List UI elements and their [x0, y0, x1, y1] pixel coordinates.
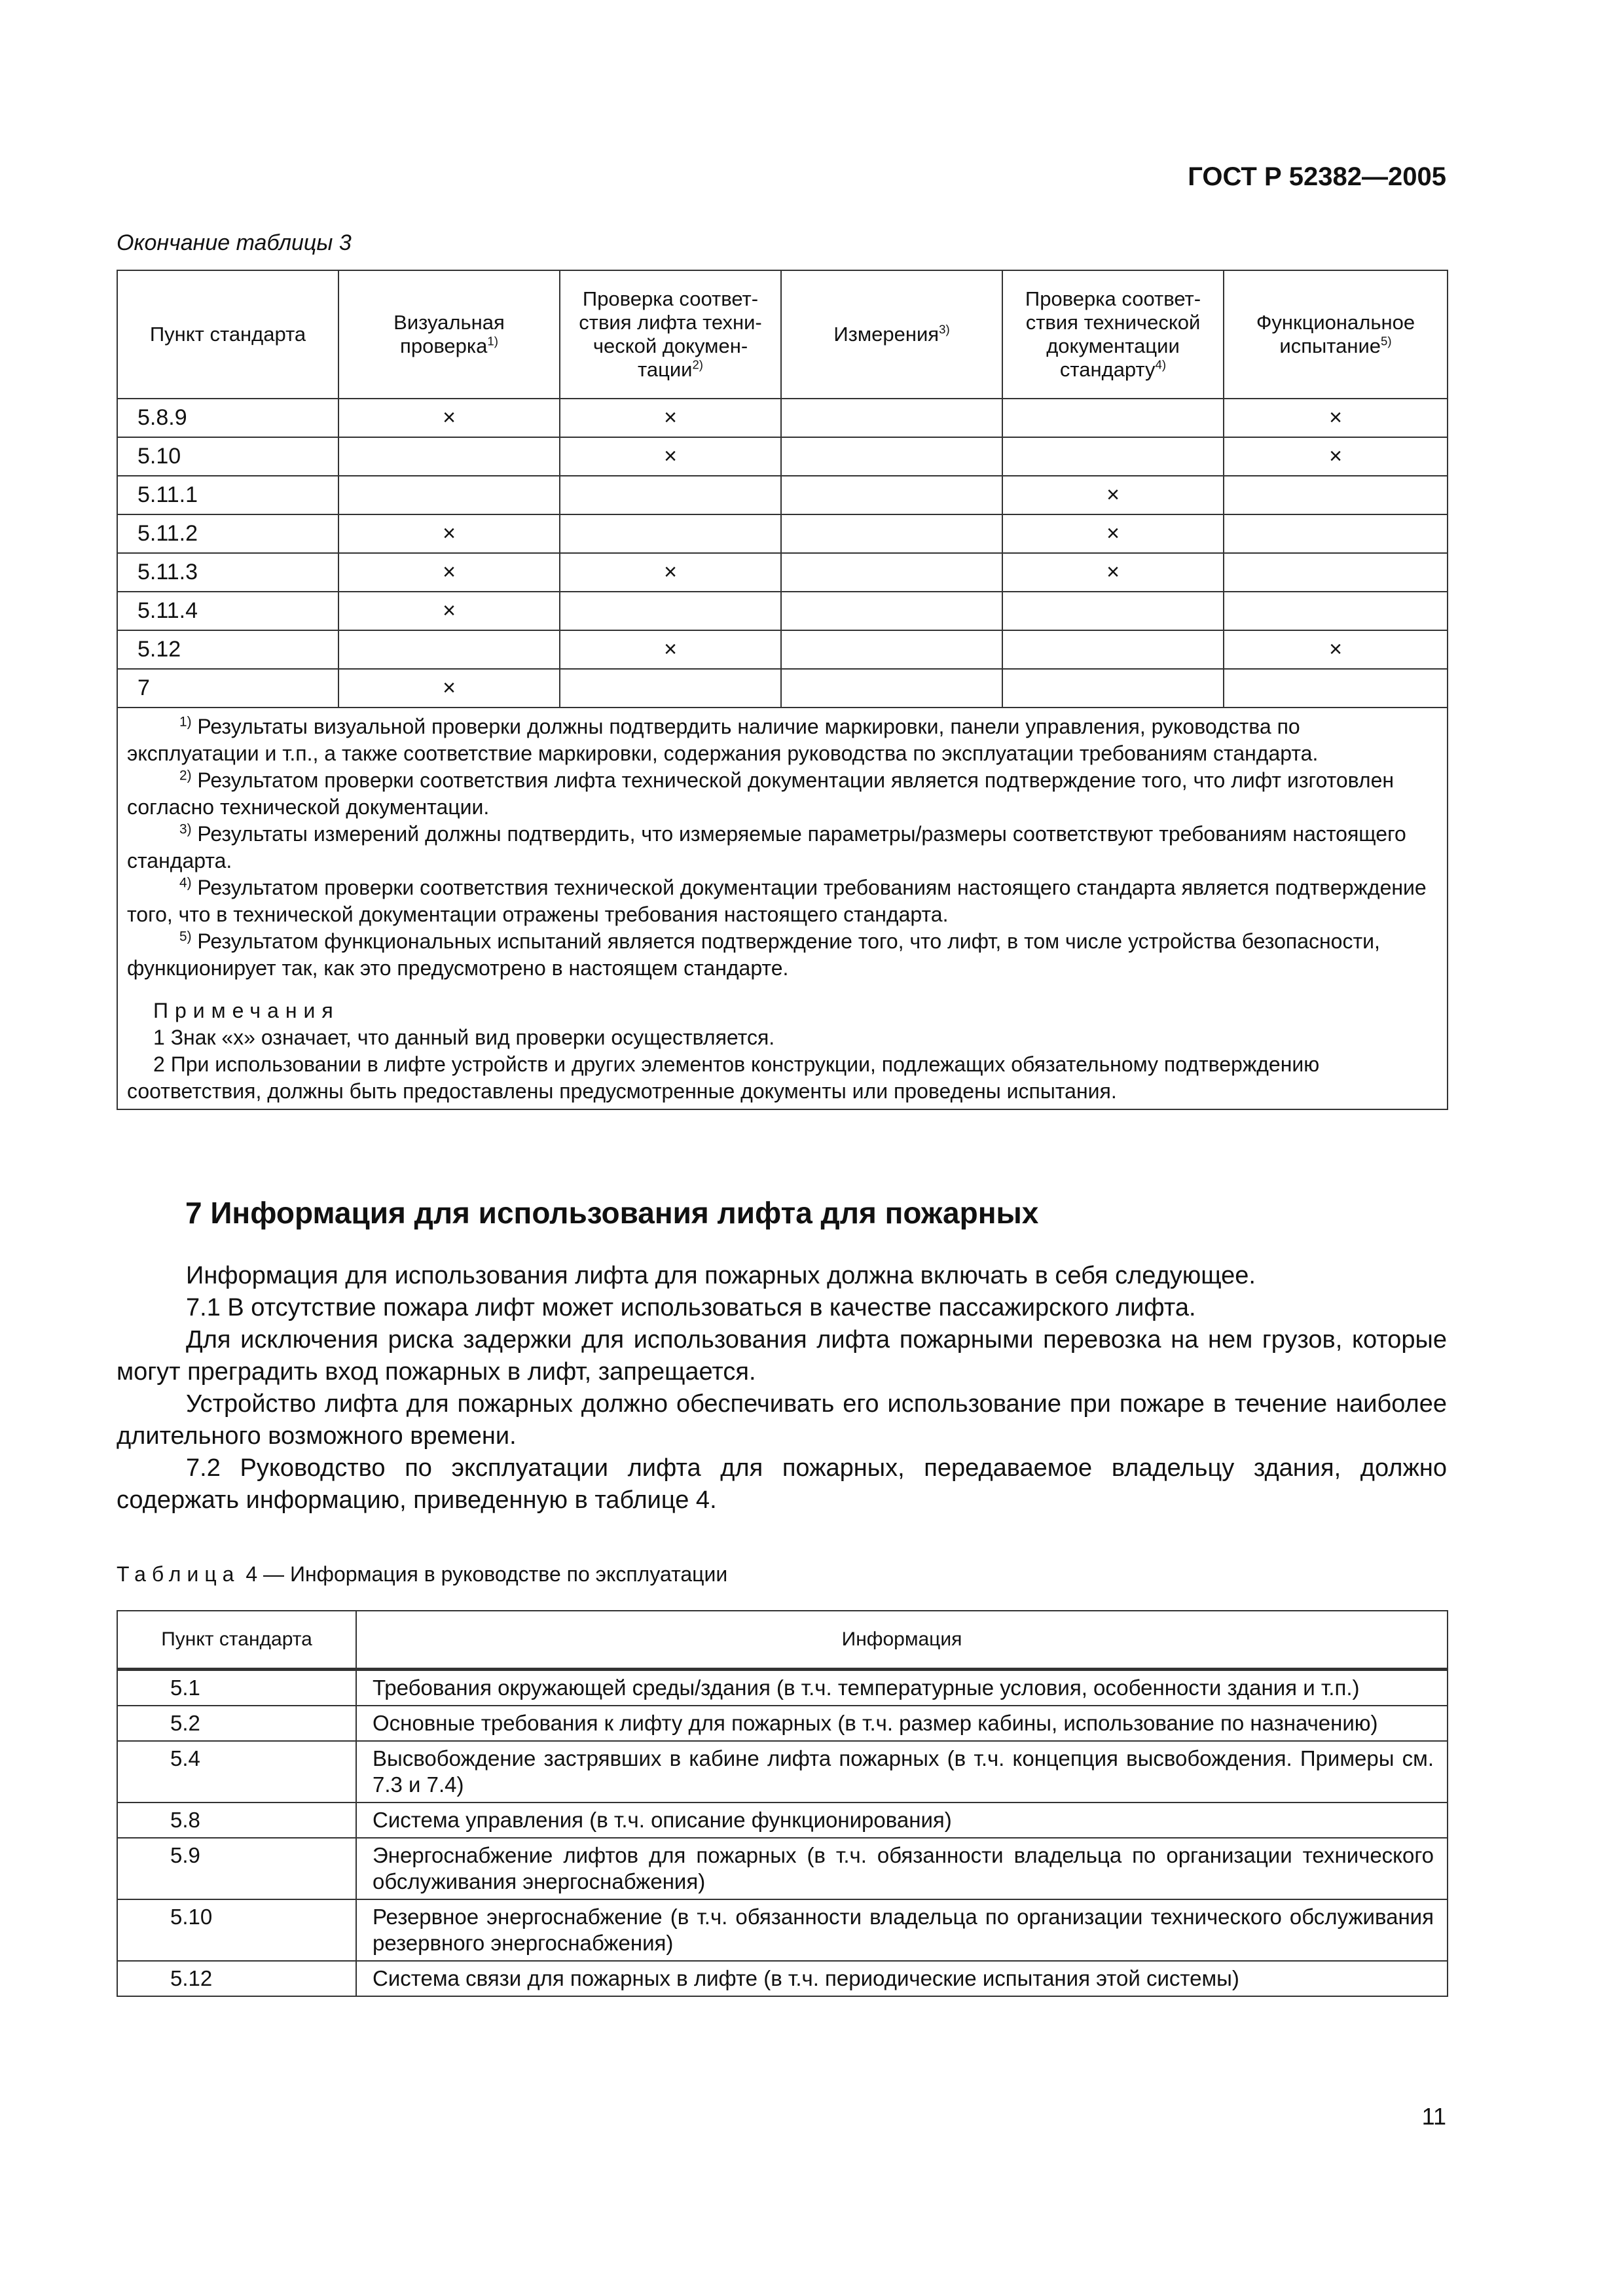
paragraph: Информация для использования лифта для пожарных должна включать в себя следующее.: [186, 1262, 1256, 1289]
table4-caption-text: 4 — Информация в руководстве по эксплуатации: [246, 1562, 728, 1586]
table3-header-cell: Проверка соответствия лифта технической документации$^{2)}$: [560, 270, 781, 399]
table-cell: [1224, 476, 1448, 514]
table-cell: 5.4: [117, 1741, 356, 1803]
table-cell: [338, 476, 560, 514]
table-cell: [1002, 437, 1224, 476]
table-cell: 5.11.2: [117, 514, 338, 553]
footnote: $^{3)}$ Результаты измерений должны подтвердить, что измеряемые параметры/размеры соответствуют требованиям настоящего стандарта.: [127, 821, 1406, 872]
table4-header-cell: Информация: [356, 1611, 1448, 1670]
table3-footnotes: [117, 708, 1448, 1109]
table-cell: [1224, 514, 1448, 553]
table-cell: 5.10: [117, 437, 338, 476]
table-cell: ×: [1002, 553, 1224, 592]
table-cell: Высвобождение застрявших в кабине лифта пожарных (в т.ч. концепция высвобождения. Примеры см. 7.3 и 7.4): [356, 1741, 1448, 1803]
table-cell: [1224, 669, 1448, 708]
table-cell: [781, 630, 1002, 669]
table-cell: Основные требования к лифту для пожарных (в т.ч. размер кабины, использование по назначению): [356, 1706, 1448, 1741]
table-cell: 5.8.9: [117, 399, 338, 437]
table-4: [117, 1610, 1448, 1997]
table4-header-row: [117, 1611, 1448, 1670]
table-row: [117, 592, 1448, 630]
table-cell: ×: [560, 630, 781, 669]
table3-notes-row: [117, 708, 1448, 1109]
note: 1 Знак «х» означает, что данный вид проверки осуществляется.: [153, 1026, 775, 1049]
table-cell: [1002, 399, 1224, 437]
section-body: [117, 1260, 1447, 1516]
table-cell: 5.12: [117, 630, 338, 669]
table3-caption: Окончание таблицы 3: [117, 230, 352, 255]
table-cell: 5.1: [117, 1670, 356, 1706]
table-cell: 5.10: [117, 1899, 356, 1961]
table-cell: 5.11.1: [117, 476, 338, 514]
table-cell: 5.9: [117, 1838, 356, 1899]
notes-heading: Примечания: [153, 999, 340, 1022]
footnote: $^{1)}$ Результаты визуальной проверки должны подтвердить наличие маркировки, панели управления, руководства по эксплуатации и т.п., а также соответствие маркировки, содержания руководства по эксплуатации требованиям стандарта.: [127, 714, 1319, 765]
table-cell: Требования окружающей среды/здания (в т.ч. температурные условия, особенности здания и т.п.): [356, 1670, 1448, 1706]
table-cell: 7: [117, 669, 338, 708]
table-cell: [560, 592, 781, 630]
table-cell: ×: [1002, 476, 1224, 514]
paragraph: 7.1 В отсутствие пожара лифт может использоваться в качестве пассажирского лифта.: [186, 1294, 1196, 1321]
table-cell: [781, 437, 1002, 476]
table-cell: ×: [338, 514, 560, 553]
table-row: [117, 476, 1448, 514]
table-cell: ×: [560, 437, 781, 476]
table-row: [117, 1706, 1448, 1741]
table3-header-cell: Проверка соответствия технической документации стандарту$^{4)}$: [1002, 270, 1224, 399]
table3-header-row: [117, 270, 1448, 399]
table-cell: [560, 476, 781, 514]
table-row: [117, 669, 1448, 708]
table-row: [117, 399, 1448, 437]
table-cell: [338, 630, 560, 669]
table3-header-cell: Пункт стандарта: [117, 270, 338, 399]
table-cell: 5.12: [117, 1961, 356, 1996]
table-cell: ×: [1224, 630, 1448, 669]
table-row: [117, 553, 1448, 592]
table-cell: [1224, 553, 1448, 592]
table-cell: Резервное энергоснабжение (в т.ч. обязанности владельца по организации технического обслуживания резервного энергоснабжения): [356, 1899, 1448, 1961]
table-cell: Система управления (в т.ч. описание функционирования): [356, 1803, 1448, 1838]
paragraph: 7.2 Руководство по эксплуатации лифта для пожарных, передаваемое владельцу здания, должно содержать информацию, приведенную в таблице 4.: [117, 1454, 1447, 1514]
table4-caption: [117, 1562, 727, 1587]
table-cell: ×: [338, 553, 560, 592]
table-row: [117, 437, 1448, 476]
table-cell: ×: [560, 553, 781, 592]
table-cell: [1002, 592, 1224, 630]
table4-caption-label: Таблица: [117, 1562, 240, 1586]
table3-header-cell: Визуальная проверка$^{1)}$: [338, 270, 560, 399]
table-cell: 5.2: [117, 1706, 356, 1741]
footnote: $^{2)}$ Результатом проверки соответствия лифта технической документации является подтверждение того, что лифт изготовлен согласно технической документации.: [127, 768, 1395, 819]
section-heading: 7 Информация для использования лифта для пожарных: [185, 1196, 1039, 1230]
table-row: [117, 1803, 1448, 1838]
table-cell: [781, 553, 1002, 592]
table-cell: [781, 399, 1002, 437]
table-cell: ×: [1224, 437, 1448, 476]
table-cell: [1002, 669, 1224, 708]
table-cell: ×: [338, 592, 560, 630]
table-row: [117, 1741, 1448, 1803]
paragraph: Устройство лифта для пожарных должно обеспечивать его использование при пожаре в течение наиболее длительного возможного времени.: [117, 1390, 1447, 1450]
table-cell: [781, 476, 1002, 514]
table-cell: [338, 437, 560, 476]
table-cell: Энергоснабжение лифтов для пожарных (в т.ч. обязанности владельца по организации технического обслуживания энергоснабжения): [356, 1838, 1448, 1899]
table-cell: [560, 669, 781, 708]
table-cell: 5.11.3: [117, 553, 338, 592]
table-cell: [560, 514, 781, 553]
table-cell: [1224, 592, 1448, 630]
note: 2 При использовании в лифте устройств и других элементов конструкции, подлежащих обязательному подтверждению соответствия, должны быть предоставлены предусмотренные документы или проведены испытания.: [127, 1052, 1320, 1103]
table-cell: Система связи для пожарных в лифте (в т.ч. периодические испытания этой системы): [356, 1961, 1448, 1996]
table3-header-cell: Функциональное испытание$^{5)}$: [1224, 270, 1448, 399]
table-cell: ×: [338, 399, 560, 437]
table4-header-cell: Пункт стандарта: [117, 1611, 356, 1670]
page-number: 11: [1421, 2103, 1446, 2130]
footnote: $^{5)}$ Результатом функциональных испытаний является подтверждение того, что лифт, в том числе устройства безопасности, функционирует так, как это предусмотрено в настоящем стандарте.: [127, 929, 1380, 980]
table-cell: 5.11.4: [117, 592, 338, 630]
table-cell: [781, 514, 1002, 553]
table-row: [117, 1670, 1448, 1706]
document-id: ГОСТ Р 52382—2005: [1188, 162, 1446, 191]
table-cell: [781, 592, 1002, 630]
footnote: $^{4)}$ Результатом проверки соответствия технической документации требованиям настоящего стандарта является подтверждение того, что в технической документации отражены требования настоящего стандарта.: [127, 875, 1427, 926]
table-cell: 5.8: [117, 1803, 356, 1838]
table-row: [117, 630, 1448, 669]
table3-header-cell: Измерения$^{3)}$: [781, 270, 1002, 399]
table-cell: ×: [338, 669, 560, 708]
table-cell: ×: [1224, 399, 1448, 437]
table-row: [117, 1899, 1448, 1961]
table-3: [117, 270, 1448, 1110]
table-row: [117, 1838, 1448, 1899]
table-cell: ×: [560, 399, 781, 437]
paragraph: Для исключения риска задержки для использования лифта пожарными перевозка на нем грузов, которые могут преградить вход пожарных в лифт, запрещается.: [117, 1326, 1447, 1386]
table-row: [117, 1961, 1448, 1996]
table-cell: ×: [1002, 514, 1224, 553]
table-cell: [781, 669, 1002, 708]
table-row: [117, 514, 1448, 553]
table-cell: [1002, 630, 1224, 669]
